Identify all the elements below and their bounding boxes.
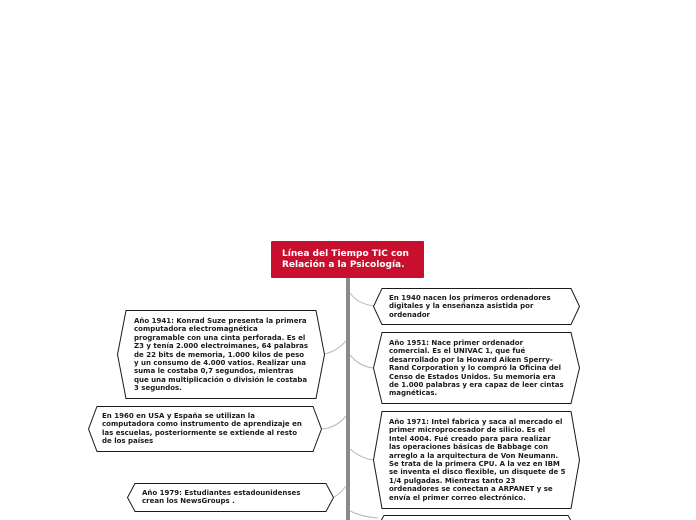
connector-right-1951 [350, 355, 374, 368]
node-text: En 1940 nacen los primeros ordenadores digitales y la enseñanza asistida por ordenador [389, 294, 551, 319]
connector-left-1941 [324, 341, 346, 354]
node-text: Año 1941: Konrad Suze presenta la primera computadora electromagnética programable con una cinta perforada. Es el Z3 y tenía 2.000 electroimanes, 64 palabras de 22 bits de memoria, 1.000 kilos de peso y un consumo de 4.000 vatios. Realizar una suma le costaba 0,7 segundos, mientras que una multiplicación o división le costaba 3 segundos. [134, 317, 309, 393]
node-text: Año 1971: Intel fabrica y saca al mercado el primer microprocesador de silicio. Es el Intel 4004. Fué creado para para realizar las operaciones básicas de Babbage con arreglo a la arquitectura de Von Neumann. Se trata de la primera CPU. A la vez en IBM se inventa el disco flexible, un disquete de 5 1/4 pulgadas. Mientras tanto 23 ordenadores se conectan a ARPANET y se envía el primer correo electrónico. [389, 418, 566, 502]
node-1971-intel-4004[interactable] [373, 411, 580, 509]
connector-left-1979 [334, 486, 346, 497]
node-1960-computers-in-schools[interactable] [88, 406, 322, 452]
node-text: Año 1951: Nace primer ordenador comercial. Es el UNIVAC 1, que fué desarrollado por la Howard Aiken Sperry- Rand Corporation y lo compró la Oficina del Censo de Estados Unidos. Su memoria era de 1.000 palabras y era capaz de leer cintas magnéticas. [389, 339, 564, 398]
node-shape [378, 515, 574, 520]
connector-right-1940 [350, 293, 374, 306]
root-topic-timeline[interactable] [271, 241, 424, 278]
node-1941-konrad-zuse-z3[interactable] [117, 310, 325, 399]
node-1940-digital-computers[interactable] [373, 288, 580, 325]
connector-right-next [350, 511, 378, 518]
node-text: Año 1979: Estudiantes estadounidenses crean los NewsGroups . [142, 489, 301, 506]
root-topic-label: Línea del Tiempo TIC con Relación a la Psicología. [282, 249, 409, 270]
node-1979-newsgroups[interactable] [127, 483, 334, 512]
connector-right-1971 [350, 449, 374, 460]
node-text: En 1960 en USA y España se utilizan la computadora como instrumento de aprendizaje en las escuelas, posteriormente se extiende al resto de los países [102, 412, 302, 446]
connector-left-1960 [322, 416, 346, 429]
node-1951-univac[interactable] [373, 332, 580, 404]
node-next-partial[interactable] [378, 515, 574, 520]
